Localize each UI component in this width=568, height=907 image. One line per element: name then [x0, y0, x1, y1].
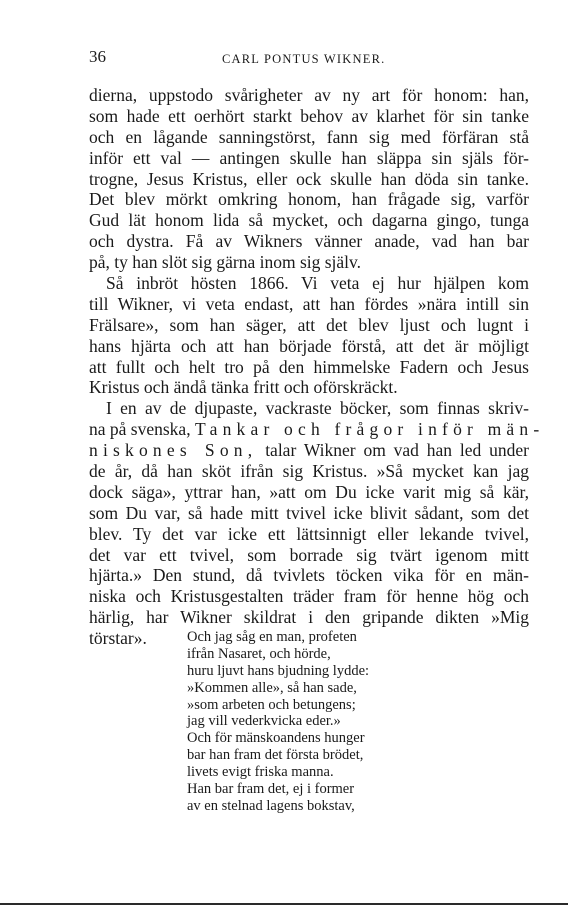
poem-line: Han bar fram det, ej i former: [187, 781, 355, 798]
text-line: Kristus och ändå tänka fritt och oförskräckt.: [89, 377, 398, 398]
text-line: de år, då han sköt ifrån sig Kristus. »Så mycket kan jag: [89, 461, 529, 482]
spaced-book-title: niskones Son,: [89, 440, 258, 461]
text-fragment: talar Wikner om vad han led under: [265, 440, 529, 461]
poem-line: av en stelnad lagens bokstav,: [187, 797, 355, 814]
running-head: CARL PONTUS WIKNER.: [222, 52, 386, 66]
body-text: [89, 85, 545, 649]
text-line: att fullt och helt tro på den himmelske Fadern och Jesus: [89, 356, 529, 377]
text-line: som Du var, så hade mitt tvivel icke blivit sådant, som det: [89, 502, 529, 523]
text-line: och en lågande sanningstörst, fann sig med förfäran stå: [89, 126, 529, 147]
text-line: Så inbröt hösten 1866. Vi veta ej hur hjälpen kom: [106, 273, 529, 294]
text-line: hans hjärta och att han började förstå, att det är möjligt: [89, 335, 529, 356]
text-line: hjärta.» Den stund, då tvivlets töcken vika för en män-: [89, 565, 529, 586]
text-line: Det blev mörkt omkring honom, han frågade sig, varför: [89, 189, 529, 210]
poem-line: Och jag såg en man, profeten: [187, 629, 357, 645]
text-line: inför ett val — antingen skulle han släppa sin själs för-: [89, 147, 529, 168]
page-edge-rule: [0, 903, 568, 905]
page-number: 36: [89, 47, 106, 66]
text-line: på, ty han slöt sig gärna inom sig själv.: [89, 252, 362, 273]
text-line: blev. Ty det var icke ett lättsinnigt eller lekande tvivel,: [89, 523, 529, 544]
poem-line: livets evigt friska manna.: [187, 764, 334, 781]
poem-line: huru ljuvt hans bjudning lydde:: [187, 662, 370, 679]
text-line: som hade ett oerhört starkt behov av klarhet för sin tanke: [89, 105, 529, 126]
text-line: trogne, Jesus Kristus, eller ock skulle han döda sin tanke.: [89, 168, 529, 189]
text-line: till Wikner, vi veta endast, att han fördes »nära intill sin: [89, 293, 529, 314]
text-line: I en av de djupaste, vackraste böcker, som finnas skriv-: [106, 398, 529, 419]
poem-line: »som arbeten och betungens;: [187, 696, 356, 713]
text-line: törstar».: [89, 628, 147, 649]
poem-line: ifrån Nasaret, och hörde,: [187, 645, 331, 662]
text-line: Gud lät honom lida så mycket, och dagarna gingo, tunga: [89, 210, 529, 231]
text-line: [89, 440, 529, 461]
text-line: [89, 419, 545, 440]
text-line: Frälsare», som han säger, att det blev ljust och lugnt i: [89, 314, 529, 335]
spaced-book-title: Tankar och frågor inför män-: [194, 419, 545, 440]
text-fragment: na på svenska,: [89, 419, 191, 440]
text-line: härlig, har Wikner skildrat i den gripande dikten »Mig: [89, 607, 529, 628]
poem-line: bar han fram det första brödet,: [187, 747, 364, 764]
text-line: och dystra. Få av Wikners vänner anade, vad han bar: [89, 231, 529, 252]
poem-line: jag vill vederkvicka eder.»: [187, 713, 341, 730]
text-line: niska och Kristusgestalten träder fram för henne hög och: [89, 586, 529, 607]
text-line: dierna, uppstodo svårigheter av ny art för honom: han,: [89, 85, 529, 105]
poem-line: »Kommen alle», så han sade,: [187, 679, 357, 696]
text-line: dock säga», yttrar han, »att om Du icke varit mig så kär,: [89, 481, 529, 502]
text-line: det var ett tvivel, som borrade sig tvärt igenom mitt: [89, 544, 529, 565]
poem-line: Och för mänskoandens hunger: [187, 730, 365, 747]
poem-block: [187, 629, 369, 815]
